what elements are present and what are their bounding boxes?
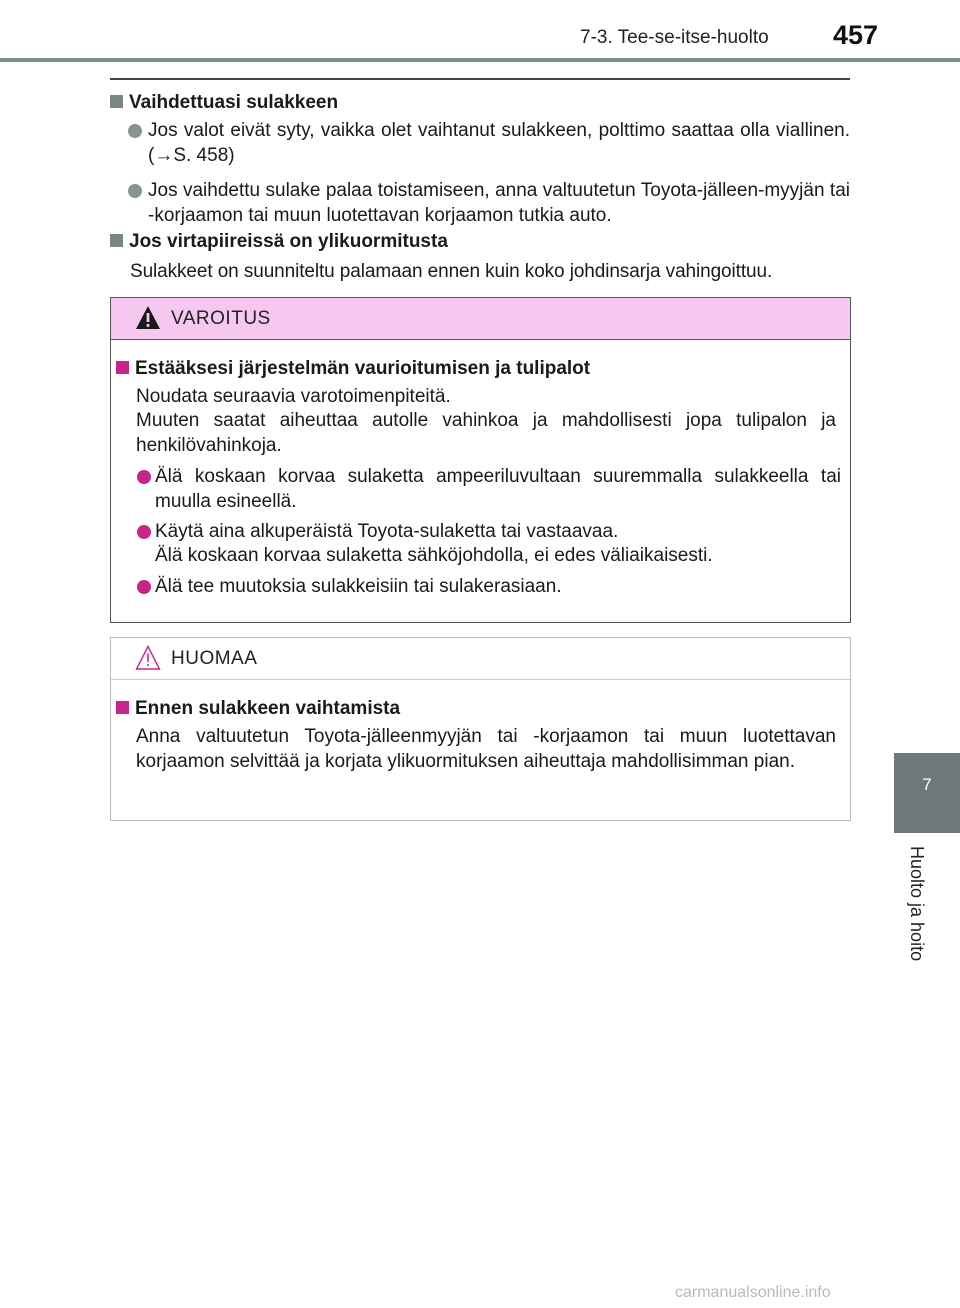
notice-triangle-icon: [135, 645, 161, 671]
warning-header: [111, 298, 850, 340]
notice-heading: Ennen sulakkeen vaihtamista: [116, 696, 846, 721]
section-heading: Vaihdettuasi sulakkeen: [110, 90, 850, 115]
bullet-text: Jos vaihdettu sulake palaa toistamiseen, anna valtuutetun Toyota-jälleen-myyjän tai -korjaamon tai muun luotettavan korjaamon tutkia auto.: [148, 180, 850, 226]
round-bullet-icon: [137, 580, 151, 594]
section-title: 7-3. Tee-se-itse-huolto: [580, 27, 769, 48]
chapter-tab[interactable]: [894, 753, 960, 833]
notice-text: Anna valtuutetun Toyota-jälleenmyyjän tai -korjaamon tai muun luotettavan korjaamon selvittää ja korjata ylikuormituksen aiheuttaja mahdollisimman pian.: [136, 726, 836, 772]
page-header: [0, 0, 960, 60]
square-bullet-icon: [116, 701, 129, 714]
watermark: carmanualsonline.info: [675, 1284, 831, 1301]
round-bullet-icon: [128, 184, 142, 198]
round-bullet-icon: [137, 470, 151, 484]
body-text: Sulakkeet on suunniteltu palamaan ennen kuin koko johdinsarja vahingoittuu.: [130, 261, 773, 282]
chapter-label: Huolto ja hoito: [907, 846, 927, 962]
warning-bullet-cont: Älä koskaan korvaa sulaketta sähköjohdolla, ei edes väliaikaisesti.: [155, 545, 713, 566]
warning-bullet: Älä tee muutoksia sulakkeisiin tai sulakerasiaan.: [155, 576, 562, 597]
page-number: 457: [833, 20, 879, 50]
warning-heading: Estääksesi järjestelmän vaurioitumisen ja tulipalot: [116, 356, 846, 381]
round-bullet-icon: [128, 124, 142, 138]
header-rule: [0, 58, 960, 62]
square-bullet-icon: [110, 95, 123, 108]
bullet-text: Jos valot eivät syty, vaikka olet vaihtanut sulakkeen, polttimo saattaa olla viallinen. (→S. 458): [148, 120, 850, 166]
square-bullet-icon: [110, 234, 123, 247]
warning-intro: Noudata seuraavia varotoimenpiteitä.: [136, 386, 451, 407]
warning-bullet: Älä koskaan korvaa sulaketta ampeeriluvultaan suuremmalla sulakkeella tai muulla esineellä.: [155, 466, 841, 512]
warning-bullet: Käytä aina alkuperäistä Toyota-sulaketta tai vastaavaa.: [155, 521, 619, 542]
content-top-rule: [110, 78, 850, 80]
warning-triangle-icon: [135, 305, 161, 331]
warning-intro: Muuten saatat aiheuttaa autolle vahinkoa ja mahdollisesti jopa tulipalon ja henkilövahinkoja.: [136, 410, 836, 456]
section-heading: Jos virtapiireissä on ylikuormitusta: [110, 229, 850, 254]
warning-label: VAROITUS: [171, 308, 271, 329]
notice-label: HUOMAA: [171, 648, 258, 669]
notice-header: [111, 638, 850, 680]
chapter-number: 7: [922, 775, 932, 794]
square-bullet-icon: [116, 361, 129, 374]
round-bullet-icon: [137, 525, 151, 539]
